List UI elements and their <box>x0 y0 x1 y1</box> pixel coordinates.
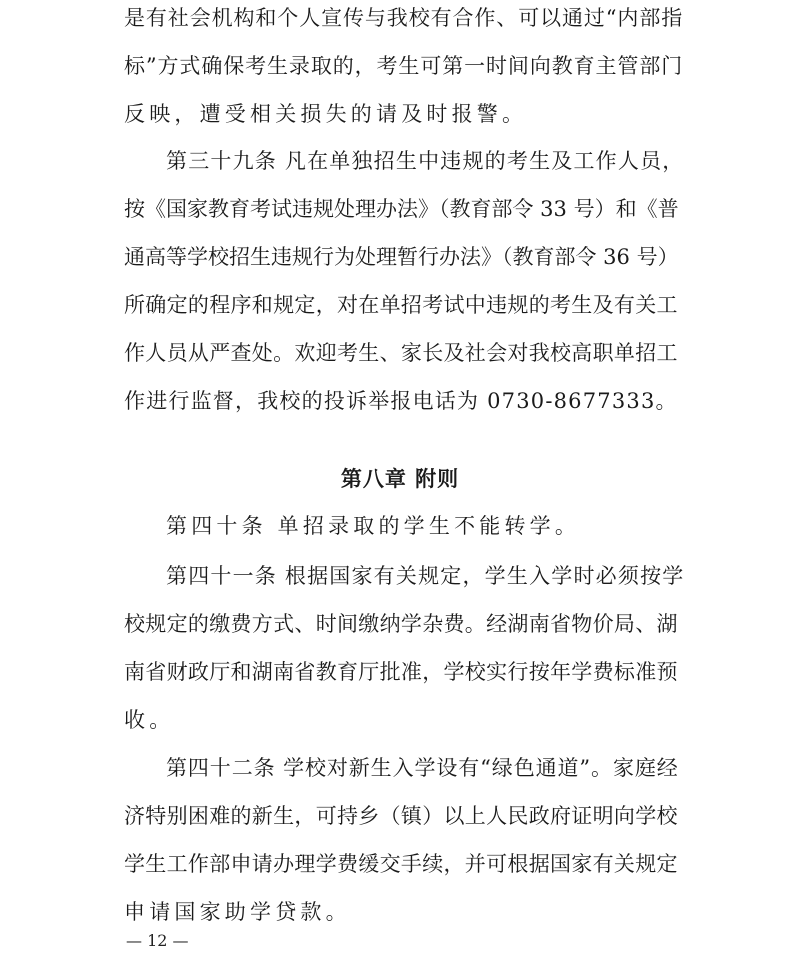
article-40-line: 第四十条 单招录取的学生不能转学。 <box>166 514 581 538</box>
paragraph-line: 所确定的程序和规定，对在单招考试中违规的考生及有关工 <box>124 293 678 317</box>
paragraph-line: 收。 <box>124 708 175 732</box>
article-42-first-line: 第四十二条 学校对新生入学设有“绿色通道”。家庭经 <box>166 756 679 780</box>
article-41-first-line: 第四十一条 根据国家有关规定，学生入学时必须按学 <box>166 564 685 588</box>
paragraph-line: 作进行监督，我校的投诉举报电话为 0730-8677333。 <box>124 389 678 413</box>
paragraph-line: 通高等学校招生违规行为处理暂行办法》（教育部令 36 号） <box>124 245 679 269</box>
paragraph-line: 反映，遭受相关损失的请及时报警。 <box>124 102 528 126</box>
article-39-first-line: 第三十九条 凡在单独招生中违规的考生及工作人员， <box>166 149 685 173</box>
paragraph-line: 按《国家教育考试违规处理办法》（教育部令 33 号）和《普 <box>124 197 679 221</box>
paragraph-line: 济特别困难的新生，可持乡（镇）以上人民政府证明向学校 <box>124 804 678 828</box>
paragraph-line: 作人员从严查处。欢迎考生、家长及社会对我校高职单招工 <box>124 341 678 365</box>
paragraph-line: 是有社会机构和个人宣传与我校有合作、可以通过“内部指 <box>124 6 684 30</box>
paragraph-line: 申请国家助学贷款。 <box>124 900 351 924</box>
page-number: — 12 — <box>126 931 189 950</box>
paragraph-line: 标”方式确保考生录取的，考生可第一时间向教育主管部门 <box>124 54 684 78</box>
paragraph-line: 南省财政厅和湖南省教育厅批准，学校实行按年学费标准预 <box>124 660 678 684</box>
paragraph-line: 校规定的缴费方式、时间缴纳学杂费。经湖南省物价局、湖 <box>124 612 678 636</box>
chapter-heading: 第八章 附则 <box>340 467 460 491</box>
paragraph-line: 学生工作部申请办理学费缓交手续，并可根据国家有关规定 <box>124 852 678 876</box>
